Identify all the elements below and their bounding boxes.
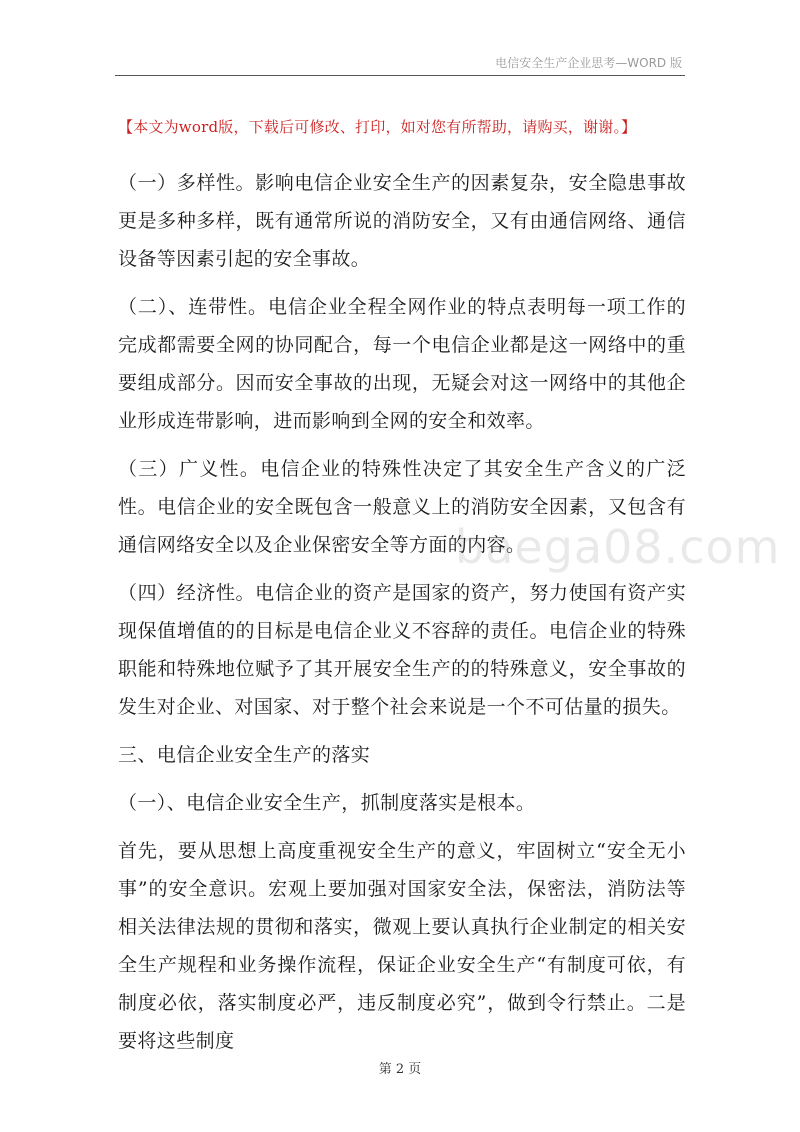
paragraph: （一）多样性。影响电信企业安全生产的因素复杂，安全隐患事故更是多种多样，既有通常所说的消防安全，又有由通信网络、通信设备等因素引起的安全事故。 [118,172,686,270]
sub-heading: （一）、电信企业安全生产，抓制度落实是根本。 [118,792,536,814]
download-notice: 【本文为word版，下载后可修改、打印，如对您有所帮助，请购买，谢谢。】 [118,118,637,136]
header-divider [115,75,685,76]
document-body [118,164,686,1070]
page-number: 第 2 页 [378,1062,422,1077]
watermark: baega08.com [455,520,781,574]
section-heading: 三、电信企业安全生产的落实 [118,744,371,766]
running-header: 电信安全生产企业思考—WORD 版 [495,56,682,70]
paragraph: 首先，要从思想上高度重视安全生产的意义，牢固树立“安全无小事”的安全意识。宏观上要加强对国家安全法，保密法，消防法等相关法律法规的贯彻和落实，微观上要认真执行企业制定的相关安全生产规程和业务操作流程，保证企业安全生产“有制度可依，有制度必依，落实制度必严，违反制度必究”，做到令行禁止。二是要将这些制度 [118,840,686,1052]
paragraph: （三）广义性。电信企业的特殊性决定了其安全生产含义的广泛性。电信企业的安全既包含一般意义上的消防安全因素，又包含有通信网络安全以及企业保密安全等方面的内容。 [118,458,686,556]
paragraph: （二）、连带性。电信企业全程全网作业的特点表明每一项工作的完成都需要全网的协同配合，每一个电信企业都是这一网络中的重要组成部分。因而安全事故的出现，无疑会对这一网络中的其他企业形成连带影响，进而影响到全网的安全和效率。 [118,296,686,432]
paragraph: （四）经济性。电信企业的资产是国家的资产，努力使国有资产实现保值增值的的目标是电信企业义不容辞的责任。电信企业的特殊职能和特殊地位赋予了其开展安全生产的的特殊意义，安全事故的发生对企业、对国家、对于整个社会来说是一个不可估量的损失。 [118,582,686,718]
